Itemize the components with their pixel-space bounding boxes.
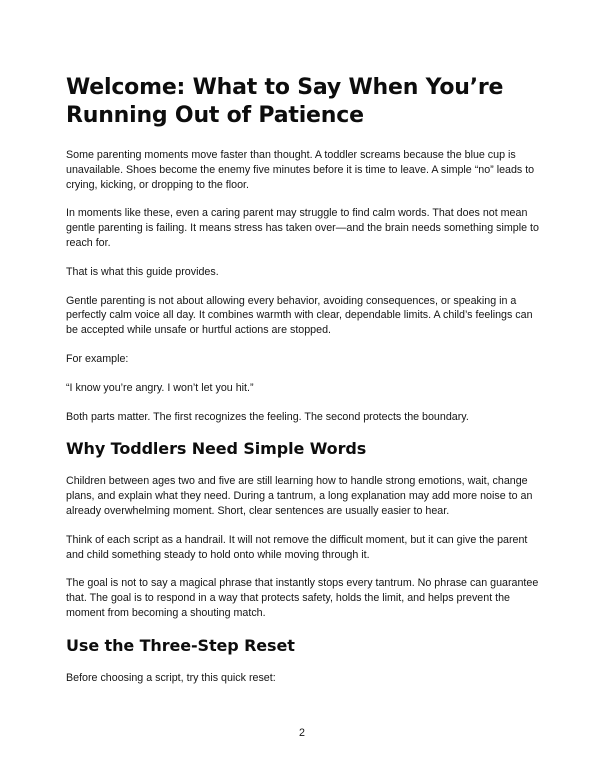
section-paragraph: The goal is not to say a magical phrase that instantly stops every tantrum. No phrase can guarantee that. The goal is to respond in a way that protects safety, holds the limit, and helps prevent the moment from becoming a shouting match.	[66, 577, 539, 619]
section-paragraph: Before choosing a script, try this quick reset:	[66, 671, 276, 684]
page-content	[66, 74, 544, 700]
intro-paragraph: Both parts matter. The first recognizes the feeling. The second protects the boundary.	[66, 410, 469, 423]
example-quote: “I know you’re angry. I won’t let you hit.”	[66, 381, 254, 394]
section-heading: Use the Three-Step Reset	[66, 635, 295, 655]
intro-paragraph: For example:	[66, 352, 129, 365]
page-number: 2	[299, 727, 305, 739]
section-paragraph: Think of each script as a handrail. It will not remove the difficult moment, but it can give the parent and child something steady to hold onto while moving through it.	[66, 533, 528, 561]
section-heading: Why Toddlers Need Simple Words	[66, 439, 367, 459]
intro-paragraph: Gentle parenting is not about allowing every behavior, avoiding consequences, or speaking in a perfectly calm voice all day. It combines warmth with clear, dependable limits. A child’s feelings can be accepted while unsafe or hurtful actions are stopped.	[66, 294, 533, 337]
intro-paragraph: Some parenting moments move faster than thought. A toddler screams because the blue cup is unavailable. Shoes become the enemy five minutes before it is time to leave. A simple “no” leads to crying, kicking, or dropping to the floor.	[66, 149, 535, 191]
intro-paragraph: In moments like these, even a caring parent may struggle to find calm words. That does not mean gentle parenting is failing. It means stress has taken over—and the brain needs something simple to reach for.	[66, 207, 539, 249]
page-title: Welcome: What to Say When You’re Running Out of Patience	[66, 75, 504, 128]
section-paragraph: Children between ages two and five are still learning how to handle strong emotions, wait, change plans, and explain what they need. During a tantrum, a long explanation may add more noise to an already overwhelming moment. Short, clear sentences are usually easier to hear.	[66, 475, 533, 517]
intro-paragraph: That is what this guide provides.	[66, 265, 219, 278]
